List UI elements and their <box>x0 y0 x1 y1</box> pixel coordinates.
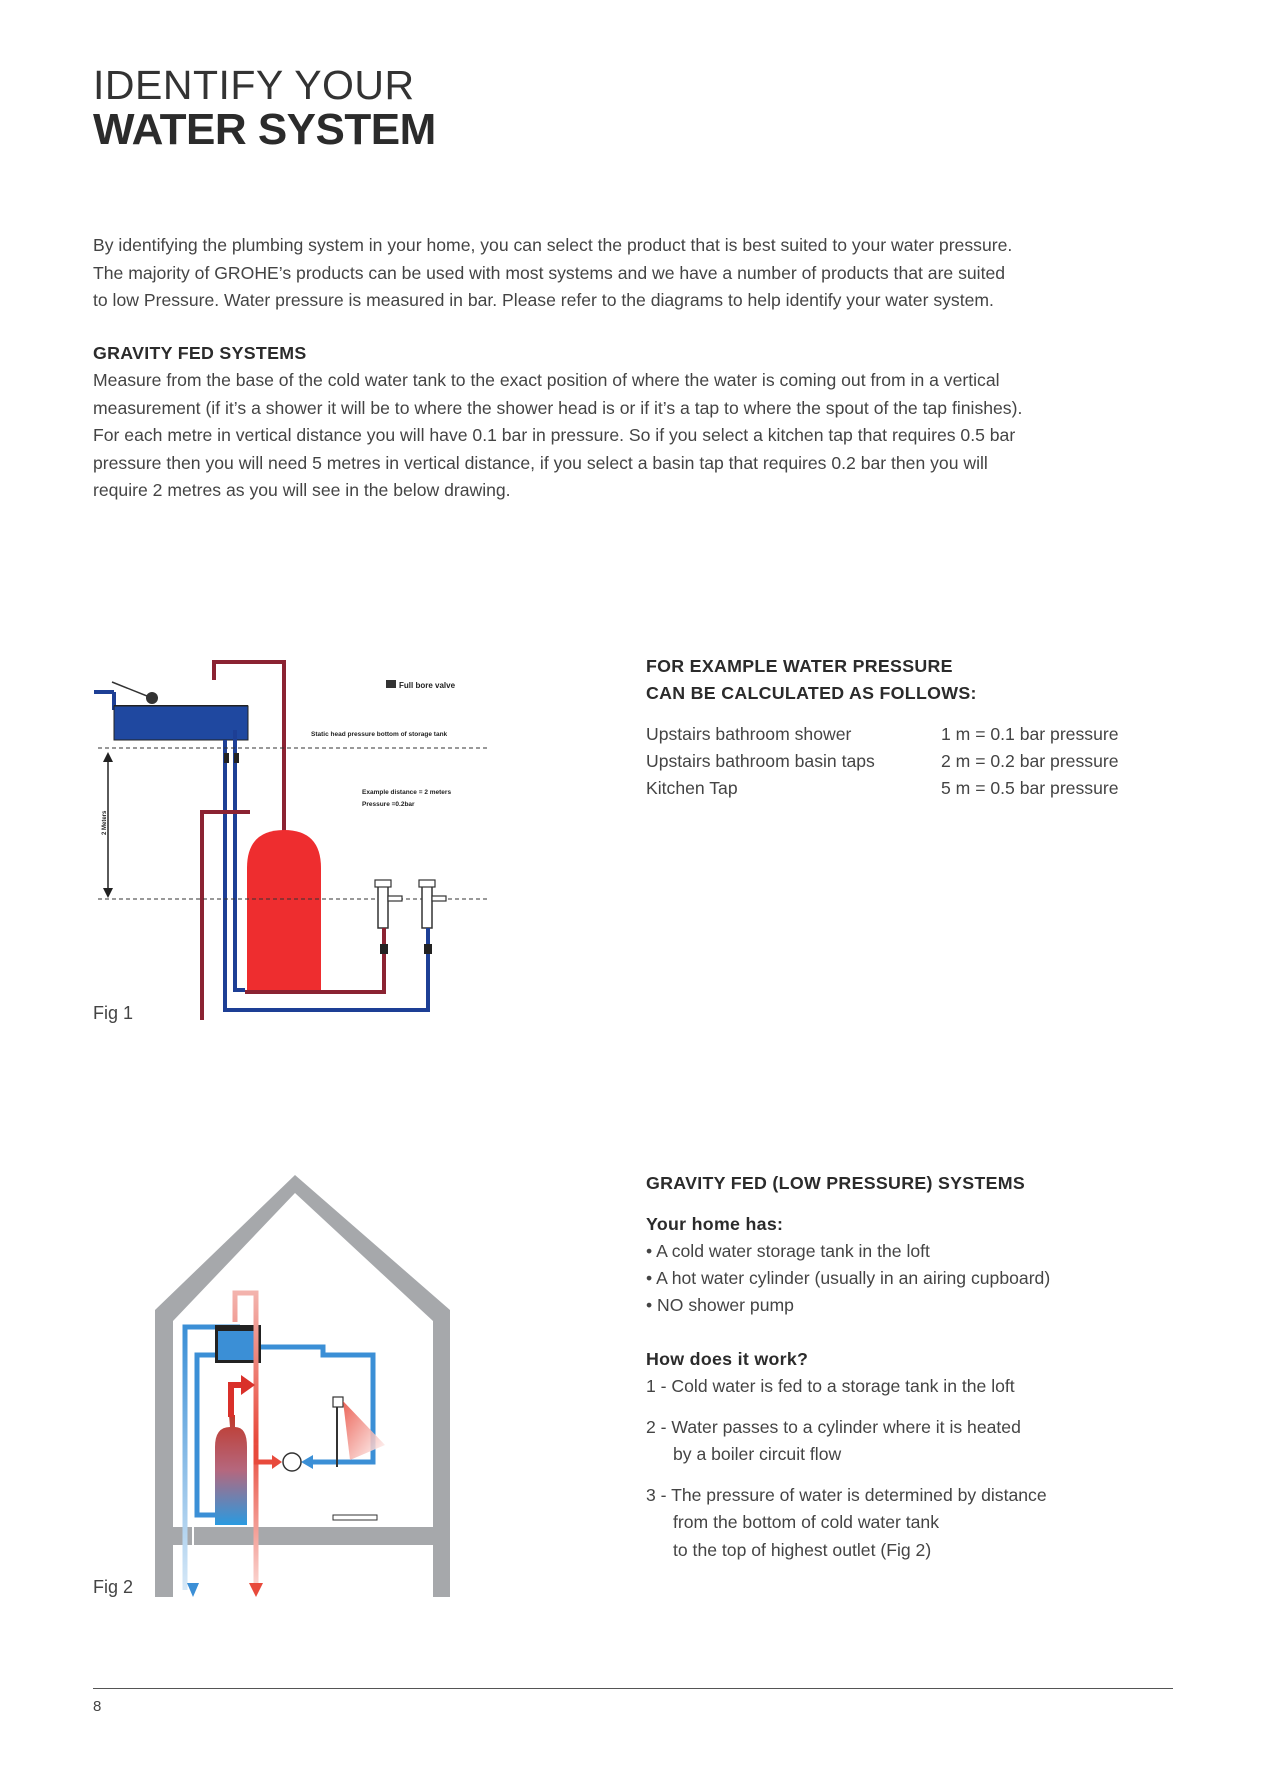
gravity-line: require 2 metres as you will see in the below drawing. <box>93 480 511 500</box>
low-pressure-heading: GRAVITY FED (LOW PRESSURE) SYSTEMS <box>646 1173 1026 1193</box>
list-item: • NO shower pump <box>646 1295 794 1315</box>
tap-valve <box>380 944 388 954</box>
how-it-works-heading: How does it work? <box>646 1349 809 1369</box>
cold-water-tank <box>114 706 248 740</box>
list-item: • A cold water storage tank in the loft <box>646 1241 930 1261</box>
hot-down-arrow <box>249 1583 263 1597</box>
example-row-label: Upstairs bathroom basin taps <box>646 751 875 771</box>
tap-valve <box>424 944 432 954</box>
valve-legend-icon <box>386 680 396 688</box>
hot-tap-spout <box>388 896 402 901</box>
example-heading-line2: CAN BE CALCULATED AS FOLLOWS: <box>646 683 977 703</box>
page-title-line2: WATER SYSTEM <box>93 105 436 154</box>
gravity-paragraph <box>93 367 1153 505</box>
shower-head <box>333 1397 343 1407</box>
float-arm <box>112 682 152 698</box>
page-number: 8 <box>93 1698 102 1715</box>
shower-cold-arrow <box>301 1455 313 1469</box>
gravity-line: pressure then you will need 5 metres in vertical distance, if you select a basin tap that requires 0.2 bar then you will <box>93 452 988 473</box>
example-heading-line1: FOR EXAMPLE WATER PRESSURE <box>646 656 953 676</box>
static-head-label: Static head pressure bottom of storage tank <box>311 731 448 738</box>
dimension-arrow-down <box>103 888 113 898</box>
fig1-diagram <box>90 650 510 1025</box>
example-row-value: 2 m = 0.2 bar pressure <box>941 751 1119 771</box>
dimension-label: 2 Meters <box>102 810 108 835</box>
valve-legend-label: Full bore valve <box>399 681 456 690</box>
float-ball <box>146 692 158 704</box>
cylinder-hot-arrow <box>241 1375 255 1395</box>
gravity-line: For each metre in vertical distance you will have 0.1 bar in pressure. So if you select a kitchen tap that requires 0.5 bar <box>93 425 1016 445</box>
loft-tank-water <box>218 1331 258 1360</box>
example-row-value: 1 m = 0.1 bar pressure <box>941 724 1119 744</box>
cold-tap-spout <box>432 896 446 901</box>
page-title-line1: IDENTIFY YOUR <box>93 62 415 108</box>
intro-line: By identifying the plumbing system in your home, you can select the product that is best suited to your water pressure. <box>93 235 1013 255</box>
valve-marker <box>234 753 239 763</box>
shower-mixer-valve <box>283 1453 301 1471</box>
example-table <box>646 724 1166 814</box>
house-floor <box>173 1527 433 1545</box>
valve-marker <box>224 753 229 763</box>
cylinder-feed-pipe <box>235 730 245 990</box>
step-3-line1: 3 - The pressure of water is determined by distance <box>646 1484 1047 1505</box>
hot-tap-body <box>378 886 388 928</box>
hot-mixer-arrow <box>272 1455 282 1469</box>
list-item: • A hot water cylinder (usually in an airing cupboard) <box>646 1268 1051 1288</box>
home-features-list <box>646 1238 1050 1319</box>
hot-water-cylinder <box>247 830 321 990</box>
fig2-caption: Fig 2 <box>93 1577 134 1597</box>
step-3-line3: to the top of highest outlet (Fig 2) <box>673 1539 932 1560</box>
gravity-line: Measure from the base of the cold water tank to the exact position of where the water is coming out from in a vertical <box>93 370 1000 390</box>
step-2-line2: by a boiler circuit flow <box>673 1444 842 1464</box>
example-row-label: Kitchen Tap <box>646 778 738 798</box>
dimension-arrow-up <box>103 752 113 762</box>
hot-tap-handle <box>375 880 391 887</box>
intro-line: to low Pressure. Water pressure is measured in bar. Please refer to the diagrams to help identify your water system. <box>93 290 994 310</box>
step-3-line2: from the bottom of cold water tank <box>673 1512 939 1532</box>
fig2-diagram <box>155 1175 460 1600</box>
cold-tap-body <box>422 886 432 928</box>
intro-paragraph <box>93 232 1133 315</box>
gravity-heading: GRAVITY FED SYSTEMS <box>93 343 307 363</box>
example-distance-label: Example distance = 2 meters <box>362 789 452 796</box>
step-2-line1: 2 - Water passes to a cylinder where it is heated <box>646 1416 1021 1437</box>
hot-water-cylinder <box>215 1415 247 1525</box>
example-pressure-label: Pressure =0.2bar <box>362 801 415 808</box>
step-1: 1 - Cold water is fed to a storage tank in the loft <box>646 1376 1015 1396</box>
example-row-label: Upstairs bathroom shower <box>646 724 852 744</box>
example-row-value: 5 m = 0.5 bar pressure <box>941 778 1119 798</box>
cold-tap-handle <box>419 880 435 887</box>
steps-list <box>646 1373 1047 1564</box>
your-home-heading: Your home has: <box>646 1214 784 1234</box>
cold-down-arrow <box>187 1583 199 1597</box>
fig1-caption: Fig 1 <box>93 1003 134 1023</box>
gravity-line: measurement (if it’s a shower it will be to where the shower head is or if it’s a tap to where the spout of the tap finishes). <box>93 397 1023 418</box>
footer-rule <box>93 1688 1173 1689</box>
shower-tray <box>333 1515 377 1520</box>
shower-spray <box>343 1401 385 1460</box>
intro-line: The majority of GROHE’s products can be used with most systems and we have a number of products that are suited <box>93 262 1006 283</box>
